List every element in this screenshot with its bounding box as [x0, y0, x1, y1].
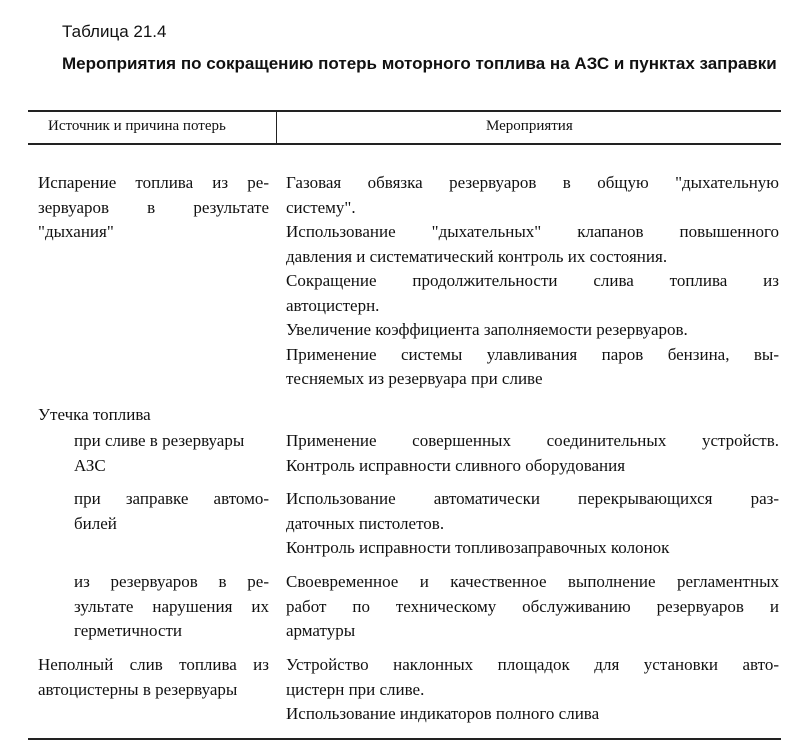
row-leak-fueling-measures: Использование автоматически перекрывающихся раз- даточных пистолетов. Контроль исправности топливозаправочных колонок: [286, 489, 779, 557]
row-evaporation-measures: Газовая обвязка резервуаров в общую "дыхательную систему". Использование "дыхательных" клапанов повышенного давления и систематический контроль их состояния. Сокращение продолжительности слива топлива из автоцистерн. Увеличение коэффициента заполняемости резервуаров. Применение системы улавливания паров бензина, вы- тесняемых из резервуара при сливе: [286, 173, 779, 388]
table-bottom-rule: [28, 738, 781, 740]
row-leak-tanks-source: из резервуаров в ре- зультате нарушения их герметичности: [74, 572, 269, 640]
row-leak-fueling-source: при заправке автомо- билей: [74, 489, 269, 533]
row-leak-draining-measures: Применение совершенных соединительных устройств. Контроль исправности сливного оборудования: [286, 431, 779, 475]
row-evaporation-source: Испарение топлива из ре- зервуаров в результате "дыхания": [38, 173, 269, 241]
row-incomplete-drain-measures: Устройство наклонных площадок для установки авто- цистерн при сливе. Использование индикаторов полного слива: [286, 655, 779, 723]
header-bottom-rule: [28, 143, 781, 145]
table-top-rule: [28, 110, 781, 112]
table-number: Таблица 21.4: [62, 22, 167, 41]
header-source: Источник и причина потерь: [48, 118, 226, 134]
row-leak-heading: Утечка топлива: [38, 405, 151, 424]
header-measures: Мероприятия: [486, 118, 573, 134]
header-divider: [276, 111, 277, 144]
row-incomplete-drain-source: Неполный слив топлива из автоцистерны в резервуары: [38, 655, 269, 699]
row-leak-tanks-measures: Своевременное и качественное выполнение регламентных работ по техническому обслуживанию резервуаров и арматуры: [286, 572, 779, 640]
row-leak-draining-source: при сливе в резервуары АЗС: [74, 431, 245, 475]
table-title: Мероприятия по сокращению потерь моторного топлива на АЗС и пунктах заправки: [62, 54, 777, 73]
